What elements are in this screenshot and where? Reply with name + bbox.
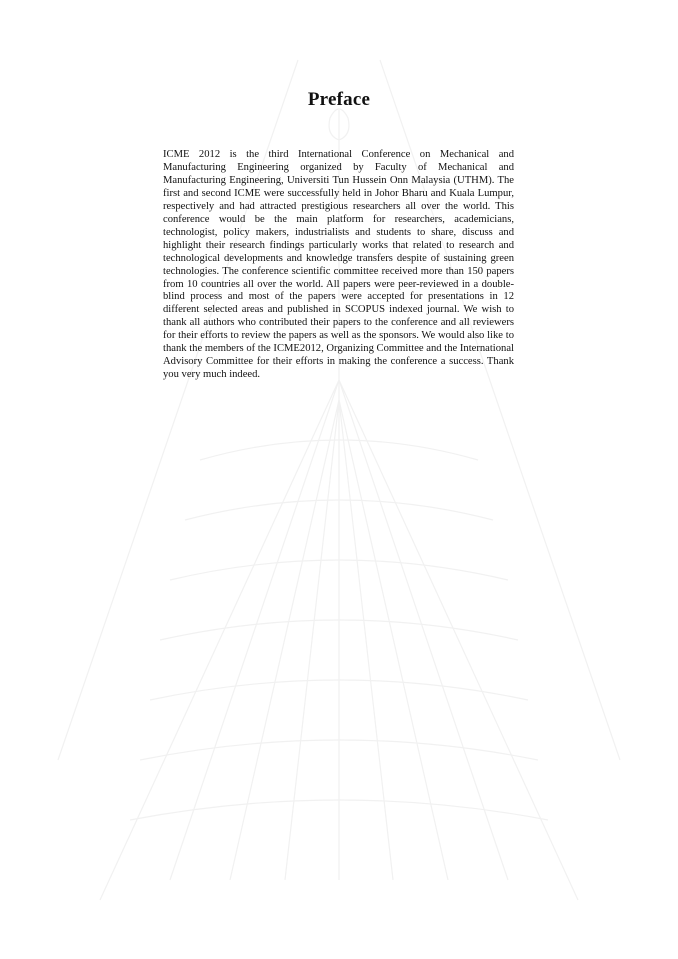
page-title: Preface	[307, 89, 371, 110]
preface-paragraph: ICME 2012 is the third International Conference on Mechanical and Manufacturing Engineering organized by Faculty of Mechanical and Manufacturing Engineering, Universiti Tun Hussein Onn Malaysia (UTHM). The first and second ICME were successfully held in Johor Bharu and Kuala Lumpur, respectively and had attracted prestigious researchers all over the world. This conference would be the main platform for researchers, academicians, technologist, policy makers, industrialists and students to share, discuss and highlight their research findings particularly works that related to research and technological developments and knowledge transfers despite of sustaining green technologies. The conference scientific committee received more than 150 papers from 10 countries all over the world. All papers were peer-reviewed in a double-blind process and most of the papers were accepted for presentations in 12 different selected areas and published in SCOPUS indexed journal. We wish to thank all authors who contributed their papers to the conference and all reviewers for their efforts to review the papers as well as the sponsors. We would also like to thank the members of the ICME2012, Organizing Committee and the International Advisory Committee for their efforts in making the conference a success. Thank you very much indeed.	[163, 149, 514, 381]
